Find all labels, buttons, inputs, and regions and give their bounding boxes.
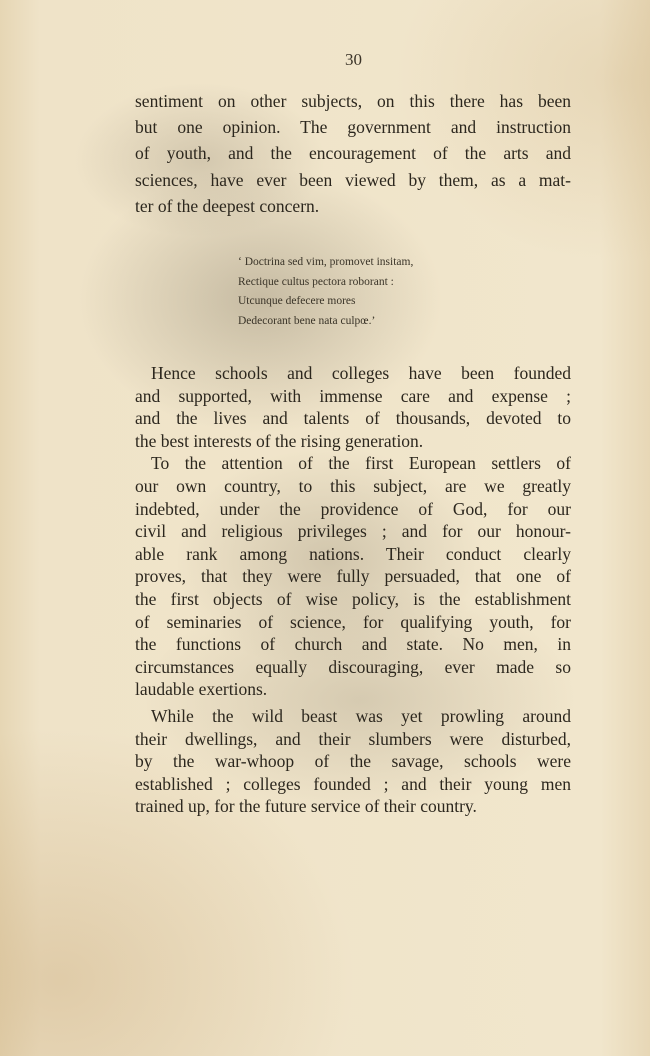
latin-quotation	[238, 253, 413, 332]
quotation-line: Utcunque defecere mores	[238, 295, 356, 308]
text-line: by the war-whoop of the savage, schools were	[135, 751, 571, 772]
paragraph-1	[135, 88, 571, 219]
text-line: the first objects of wise policy, is the establishment	[135, 588, 571, 609]
text-line: established ; colleges founded ; and their young men	[135, 773, 571, 794]
text-line: laudable exertions.	[135, 679, 268, 700]
text-line: of youth, and the encouragement of the arts and	[135, 143, 571, 164]
body-text	[135, 362, 571, 818]
quotation-line: Dedecorant bene nata culpœ.’	[238, 315, 376, 328]
text-line: but one opinion. The government and instruction	[135, 117, 571, 138]
page-number: 30	[345, 50, 362, 69]
text-line: sciences, have ever been viewed by them, as a mat-	[135, 169, 571, 190]
text-line: indebted, under the providence of God, for our	[135, 498, 571, 519]
quotation-line: ‘ Doctrina sed vim, promovet insitam,	[238, 256, 414, 268]
text-line: proves, that they were fully persuaded, that one of	[135, 566, 571, 587]
text-line: Hence schools and colleges have been founded	[151, 363, 571, 383]
text-line: able rank among nations. Their conduct clearly	[135, 543, 571, 564]
text-line: the best interests of the rising generation.	[135, 430, 424, 451]
text-line: our own country, to this subject, are we greatly	[135, 475, 571, 496]
text-line: sentiment on other subjects, on this there has been	[135, 91, 571, 111]
text-line: and supported, with immense care and expense ;	[135, 385, 571, 406]
text-line: and the lives and talents of thousands, devoted to	[135, 408, 571, 429]
text-line: their dwellings, and their slumbers were disturbed,	[135, 728, 571, 749]
text-line: civil and religious privileges ; and for our honour-	[135, 521, 571, 542]
text-line: ter of the deepest concern.	[135, 195, 320, 216]
text-line: of seminaries of science, for qualifying youth, for	[135, 611, 571, 632]
text-line: circumstances equally discouraging, ever made so	[135, 656, 571, 677]
quotation-line: Rectique cultus pectora roborant :	[238, 275, 394, 288]
text-line: the functions of church and state. No men, in	[135, 634, 571, 655]
text-line: While the wild beast was yet prowling around	[151, 705, 571, 726]
text-line: trained up, for the future service of their country.	[135, 796, 477, 817]
text-line: To the attention of the first European settlers of	[151, 453, 571, 474]
